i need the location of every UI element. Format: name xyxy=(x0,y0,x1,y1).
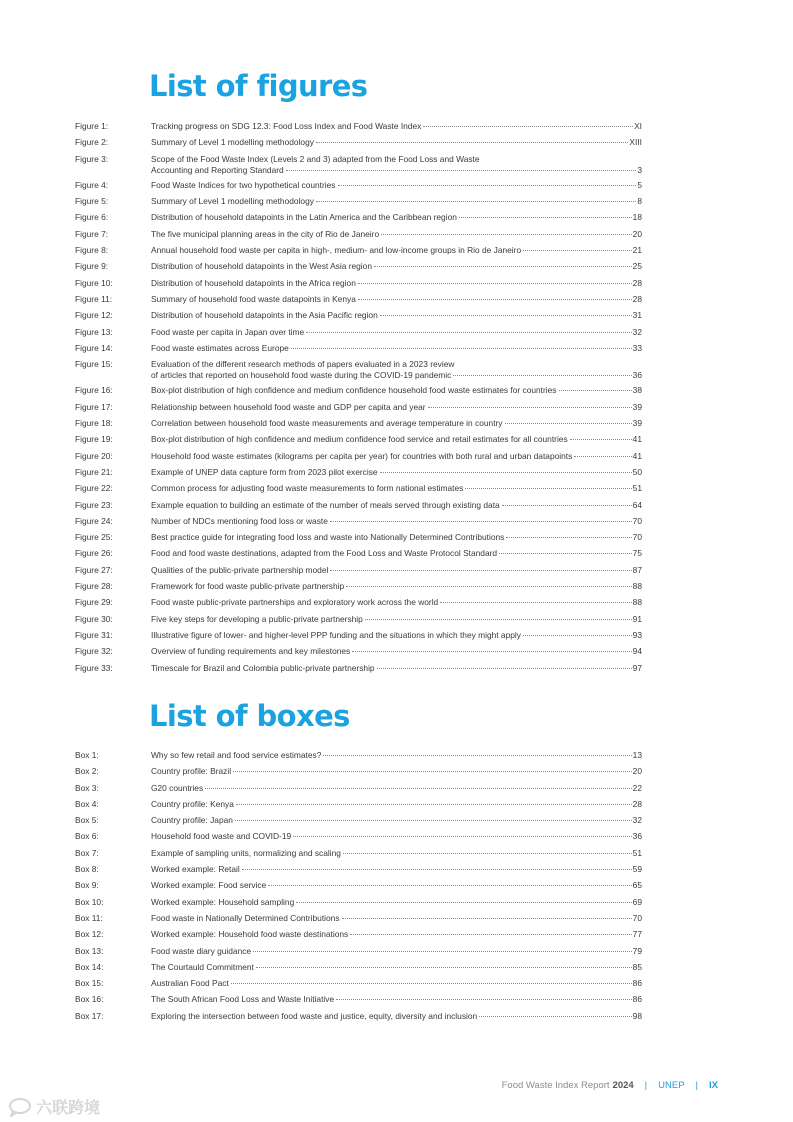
figure-page: 41 xyxy=(632,450,642,461)
figure-title: Food waste estimates across Europe xyxy=(151,342,289,353)
dot-leader xyxy=(242,869,632,870)
figure-title-cont: Accounting and Reporting Standard xyxy=(151,164,284,175)
dot-leader xyxy=(233,771,632,772)
figure-label: Figure 26: xyxy=(75,548,113,559)
dot-leader xyxy=(380,472,632,473)
dot-leader xyxy=(352,651,631,652)
figure-title-cont: of articles that reported on household food waste during the COVID-19 pandemic xyxy=(151,370,452,381)
figure-entry[interactable] xyxy=(75,310,642,321)
dot-leader xyxy=(377,668,632,669)
figure-entry[interactable] xyxy=(75,532,642,543)
dot-leader xyxy=(342,918,632,919)
figure-page: 94 xyxy=(632,646,642,657)
dot-leader xyxy=(296,902,631,903)
figure-label: Figure 32: xyxy=(75,646,113,657)
figure-page: 38 xyxy=(632,385,642,396)
box-title: Why so few retail and food service estimates? xyxy=(151,750,322,760)
figure-label: Figure 9: xyxy=(75,261,109,272)
figure-label: Figure 4: xyxy=(75,179,109,190)
dot-leader xyxy=(323,755,631,756)
figure-entry[interactable] xyxy=(75,278,642,289)
dot-leader xyxy=(343,853,632,854)
figure-entry[interactable] xyxy=(75,483,642,494)
figure-entry[interactable] xyxy=(75,597,642,608)
dot-leader xyxy=(428,407,632,408)
figure-label: Figure 16: xyxy=(75,385,113,396)
dot-leader xyxy=(506,537,631,538)
figure-title: Correlation between household food waste measurements and average temperature in country xyxy=(151,418,503,429)
figure-label: Figure 13: xyxy=(75,326,113,337)
box-page: 77 xyxy=(632,929,642,940)
box-entry[interactable] xyxy=(75,783,642,794)
dot-leader xyxy=(205,788,632,789)
dot-leader xyxy=(293,836,632,837)
box-page: 85 xyxy=(632,961,642,972)
dot-leader xyxy=(479,1016,631,1017)
figure-title: Summary of Level 1 modelling methodology xyxy=(151,137,314,148)
box-label: Box 5: xyxy=(75,815,99,826)
box-title: The South African Food Loss and Waste Initiative xyxy=(151,994,335,1005)
figure-title: Timescale for Brazil and Colombia public-private partnership xyxy=(151,662,375,673)
figure-entry[interactable] xyxy=(75,359,642,381)
figure-title: Scope of the Food Waste Index (Levels 2 and 3) adapted from the Food Loss and Waste xyxy=(151,153,480,164)
figure-page: 64 xyxy=(632,499,642,510)
dot-leader xyxy=(336,999,632,1000)
figure-page: 21 xyxy=(632,245,642,256)
dot-leader xyxy=(380,315,632,316)
box-entry[interactable] xyxy=(75,978,642,989)
box-entry[interactable] xyxy=(75,913,642,924)
figure-page: 31 xyxy=(632,310,642,321)
dot-leader xyxy=(358,283,632,284)
box-entry[interactable] xyxy=(75,880,642,891)
dot-leader xyxy=(358,299,632,300)
box-title: Food waste in Nationally Determined Contributions xyxy=(151,912,340,923)
figure-label: Figure 21: xyxy=(75,466,113,477)
dot-leader xyxy=(316,142,628,143)
figure-entry[interactable] xyxy=(75,229,642,240)
box-label: Box 7: xyxy=(75,847,99,858)
figure-page: 91 xyxy=(632,613,642,624)
figure-title: Number of NDCs mentioning food loss or waste xyxy=(151,515,328,526)
figure-label: Figure 24: xyxy=(75,515,113,526)
figure-page: 41 xyxy=(632,434,642,445)
figure-label: Figure 27: xyxy=(75,564,113,575)
figure-entry[interactable] xyxy=(75,646,642,657)
box-page: 65 xyxy=(632,880,642,891)
figure-title: Distribution of household datapoints in the West Asia region xyxy=(151,261,372,272)
figure-entry[interactable] xyxy=(75,516,642,527)
dot-leader xyxy=(286,170,637,171)
dot-leader xyxy=(291,348,632,349)
figure-label: Figure 31: xyxy=(75,629,113,640)
figure-title: Five key steps for developing a public-private partnership xyxy=(151,613,363,624)
box-title: G20 countries xyxy=(151,782,204,793)
figure-title: Illustrative figure of lower- and higher-level PPP funding and the situations in which they might apply xyxy=(151,629,521,640)
dot-leader xyxy=(236,804,632,805)
box-page: 20 xyxy=(632,766,642,777)
page-footer xyxy=(502,1080,718,1091)
figures-heading: List of figures xyxy=(149,69,368,103)
figure-page: XIII xyxy=(629,137,642,148)
figure-label: Figure 12: xyxy=(75,310,113,321)
figure-title: Distribution of household datapoints in the Asia Pacific region xyxy=(151,310,378,321)
figure-label: Figure 11: xyxy=(75,293,113,304)
footer-report-title: Food Waste Index Report xyxy=(501,1080,610,1091)
figure-entry[interactable] xyxy=(75,385,642,396)
figure-entry[interactable] xyxy=(75,467,642,478)
box-page: 28 xyxy=(632,798,642,809)
dot-leader xyxy=(499,553,632,554)
figure-entry[interactable] xyxy=(75,294,642,305)
figure-label: Figure 5: xyxy=(75,196,109,207)
figure-label: Figure 22: xyxy=(75,483,113,494)
figure-entry[interactable] xyxy=(75,261,642,272)
box-page: 86 xyxy=(632,994,642,1005)
figure-entry[interactable] xyxy=(75,196,642,207)
box-page: 36 xyxy=(632,831,642,842)
figure-page: 5 xyxy=(637,179,642,190)
figure-title: Summary of household food waste datapoints in Kenya xyxy=(151,293,356,304)
figure-title: Example of UNEP data capture form from 2023 pilot exercise xyxy=(151,466,378,477)
figure-page: 39 xyxy=(632,418,642,429)
dot-leader xyxy=(505,423,632,424)
box-label: Box 14: xyxy=(75,961,104,972)
figure-label: Figure 25: xyxy=(75,532,113,543)
figure-page: 20 xyxy=(632,228,642,239)
figure-page: 36 xyxy=(632,370,642,381)
box-page: 32 xyxy=(632,815,642,826)
figure-label: Figure 3: xyxy=(75,153,109,164)
figure-page: 33 xyxy=(632,342,642,353)
figure-title: Tracking progress on SDG 12.3: Food Loss Index and Food Waste Index xyxy=(151,121,422,131)
figure-page: 28 xyxy=(632,293,642,304)
figure-entry[interactable] xyxy=(75,434,642,445)
footer-year: 2024 xyxy=(612,1080,634,1091)
figure-page: 50 xyxy=(632,466,642,477)
box-page: 70 xyxy=(632,912,642,923)
dot-leader xyxy=(316,201,636,202)
figure-label: Figure 28: xyxy=(75,581,113,592)
figure-title: Box-plot distribution of high confidence and medium confidence household food waste estimates for countries xyxy=(151,385,557,396)
dot-leader xyxy=(330,570,631,571)
box-entry[interactable] xyxy=(75,766,642,777)
figure-entry[interactable] xyxy=(75,548,642,559)
figure-label: Figure 2: xyxy=(75,137,109,148)
box-page: 98 xyxy=(632,1010,642,1021)
box-label: Box 10: xyxy=(75,896,104,907)
dot-leader xyxy=(574,456,631,457)
figure-label: Figure 7: xyxy=(75,228,109,239)
figure-page: 93 xyxy=(632,629,642,640)
dot-leader xyxy=(523,250,632,251)
box-label: Box 6: xyxy=(75,831,99,842)
dot-leader xyxy=(381,234,632,235)
figure-label: Figure 20: xyxy=(75,450,113,461)
figure-title: Food Waste Indices for two hypothetical countries xyxy=(151,179,336,190)
dot-leader xyxy=(502,505,632,506)
figure-label: Figure 29: xyxy=(75,597,113,608)
box-entry[interactable] xyxy=(75,864,642,875)
boxes-heading: List of boxes xyxy=(149,699,350,733)
box-page: 13 xyxy=(632,750,642,760)
box-label: Box 16: xyxy=(75,994,104,1005)
box-page: 69 xyxy=(632,896,642,907)
figure-page: 28 xyxy=(632,277,642,288)
figure-entry[interactable] xyxy=(75,418,642,429)
figure-title: Overview of funding requirements and key milestones xyxy=(151,646,351,657)
figure-title: Relationship between household food waste and GDP per capita and year xyxy=(151,401,426,412)
figure-entry[interactable] xyxy=(75,121,642,132)
figure-title: Annual household food waste per capita in high-, medium- and low-income groups in Rio de Janeiro xyxy=(151,245,522,256)
figure-entry[interactable] xyxy=(75,500,642,511)
figure-label: Figure 17: xyxy=(75,401,113,412)
figure-title: Qualities of the public-private partnership model xyxy=(151,564,329,575)
figure-label: Figure 33: xyxy=(75,662,113,673)
figure-entry[interactable] xyxy=(75,402,642,413)
figure-label: Figure 8: xyxy=(75,245,109,256)
dot-leader xyxy=(346,586,631,587)
dot-leader xyxy=(235,820,632,821)
box-label: Box 11: xyxy=(75,912,103,923)
box-page: 51 xyxy=(632,847,642,858)
dot-leader xyxy=(453,375,631,376)
figure-entry[interactable] xyxy=(75,343,642,354)
figure-page: 88 xyxy=(632,597,642,608)
box-entry[interactable] xyxy=(75,946,642,957)
dot-leader xyxy=(350,934,631,935)
figure-page: 70 xyxy=(632,532,642,543)
boxes-list xyxy=(75,750,642,1027)
figure-title: Framework for food waste public-private partnership xyxy=(151,581,345,592)
box-title: Country profile: Kenya xyxy=(151,798,234,809)
box-label: Box 8: xyxy=(75,864,99,875)
box-entry[interactable] xyxy=(75,750,642,761)
box-title: Country profile: Japan xyxy=(151,815,233,826)
box-entry[interactable] xyxy=(75,831,642,842)
figure-title: Box-plot distribution of high confidence and medium confidence food service and retail estimates for all countries xyxy=(151,434,568,445)
figure-entry[interactable] xyxy=(75,245,642,256)
figure-page: 8 xyxy=(637,196,642,207)
figure-title: Common process for adjusting food waste measurements to form national estimates xyxy=(151,483,464,494)
box-entry[interactable] xyxy=(75,897,642,908)
figure-page: 97 xyxy=(632,662,642,673)
figure-entry[interactable] xyxy=(75,614,642,625)
figure-entry[interactable] xyxy=(75,154,642,176)
box-label: Box 1: xyxy=(75,750,99,760)
watermark-text: 六联跨境 xyxy=(36,1100,101,1117)
dot-leader xyxy=(440,602,631,603)
figures-list xyxy=(75,121,642,679)
box-label: Box 15: xyxy=(75,978,104,989)
box-title: Worked example: Retail xyxy=(151,864,240,875)
figure-entry[interactable] xyxy=(75,565,642,576)
figure-label: Figure 10: xyxy=(75,277,113,288)
dot-leader xyxy=(523,635,632,636)
figure-page: 18 xyxy=(632,212,642,223)
figure-title: Example equation to building an estimate of the number of meals served through existing data xyxy=(151,499,500,510)
box-title: Food waste diary guidance xyxy=(151,945,252,956)
box-title: The Courtauld Commitment xyxy=(151,961,254,972)
box-page: 22 xyxy=(632,782,642,793)
figure-entry[interactable] xyxy=(75,327,642,338)
box-title: Country profile: Brazil xyxy=(151,766,232,777)
dot-leader xyxy=(559,390,632,391)
figure-page: 70 xyxy=(632,515,642,526)
box-entry[interactable] xyxy=(75,799,642,810)
box-label: Box 3: xyxy=(75,782,99,793)
figure-label: Figure 1: xyxy=(75,121,109,131)
box-title: Worked example: Household sampling xyxy=(151,896,295,907)
dot-leader xyxy=(570,439,632,440)
figure-entry[interactable] xyxy=(75,663,642,674)
figure-page: 88 xyxy=(632,581,642,592)
figure-page: 75 xyxy=(632,548,642,559)
figure-label: Figure 30: xyxy=(75,613,113,624)
box-title: Worked example: Food service xyxy=(151,880,267,891)
box-entry[interactable] xyxy=(75,1011,642,1022)
figure-label: Figure 14: xyxy=(75,342,113,353)
figure-page: 25 xyxy=(632,261,642,272)
figure-label: Figure 15: xyxy=(75,359,113,370)
dot-leader xyxy=(465,488,631,489)
dot-leader xyxy=(365,619,632,620)
box-label: Box 4: xyxy=(75,798,99,809)
footer-separator: | xyxy=(695,1080,699,1091)
box-entry[interactable] xyxy=(75,848,642,859)
figure-entry[interactable] xyxy=(75,581,642,592)
box-title: Household food waste and COVID-19 xyxy=(151,831,292,842)
figure-title: Evaluation of the different research methods of papers evaluated in a 2023 review xyxy=(151,359,455,370)
figure-entry[interactable] xyxy=(75,180,642,191)
figure-entry[interactable] xyxy=(75,137,642,148)
dot-leader xyxy=(231,983,632,984)
box-title: Australian Food Pact xyxy=(151,978,229,989)
figure-page: 51 xyxy=(632,483,642,494)
box-label: Box 12: xyxy=(75,929,104,940)
figure-page: 87 xyxy=(632,564,642,575)
figure-entry[interactable] xyxy=(75,630,642,641)
box-entry[interactable] xyxy=(75,994,642,1005)
dot-leader xyxy=(338,185,637,186)
box-page: 59 xyxy=(632,864,642,875)
box-label: Box 13: xyxy=(75,945,104,956)
dot-leader xyxy=(253,951,632,952)
figure-title: The five municipal planning areas in the city of Rio de Janeiro xyxy=(151,228,380,239)
figure-page: 32 xyxy=(632,326,642,337)
box-title: Worked example: Household food waste destinations xyxy=(151,929,349,940)
box-entry[interactable] xyxy=(75,929,642,940)
dot-leader xyxy=(268,885,631,886)
figure-page: 39 xyxy=(632,401,642,412)
box-label: Box 9: xyxy=(75,880,99,891)
box-entry[interactable] xyxy=(75,962,642,973)
figure-title: Food waste per capita in Japan over time xyxy=(151,326,305,337)
box-title: Example of sampling units, normalizing and scaling xyxy=(151,847,341,858)
footer-separator: | xyxy=(644,1080,648,1091)
dot-leader xyxy=(374,266,632,267)
dot-leader xyxy=(306,332,632,333)
figure-label: Figure 6: xyxy=(75,212,109,223)
box-entry[interactable] xyxy=(75,815,642,826)
box-page: 86 xyxy=(632,978,642,989)
figure-title: Distribution of household datapoints in the Latin America and the Caribbean region xyxy=(151,212,457,223)
box-label: Box 17: xyxy=(75,1010,104,1021)
dot-leader xyxy=(423,126,633,127)
footer-page-number: IX xyxy=(709,1080,718,1091)
dot-leader xyxy=(459,217,632,218)
figure-title: Summary of Level 1 modelling methodology xyxy=(151,196,314,207)
chat-bubble-icon xyxy=(8,1097,32,1117)
figure-label: Figure 19: xyxy=(75,434,113,445)
dot-leader xyxy=(330,521,632,522)
dot-leader xyxy=(256,967,632,968)
figure-title: Household food waste estimates (kilograms per capita per year) for countries with both rural and urban datapoints xyxy=(151,450,573,461)
figure-page: 3 xyxy=(637,164,642,175)
figure-title: Food waste public-private partnerships and exploratory work across the world xyxy=(151,597,439,608)
figure-label: Figure 23: xyxy=(75,499,113,510)
figure-title: Food and food waste destinations, adapted from the Food Loss and Waste Protocol Standard xyxy=(151,548,498,559)
figure-title: Distribution of household datapoints in the Africa region xyxy=(151,277,356,288)
watermark xyxy=(8,1095,100,1118)
figure-entry[interactable] xyxy=(75,212,642,223)
figure-label: Figure 18: xyxy=(75,418,113,429)
figure-title: Best practice guide for integrating food loss and waste into Nationally Determined Contributions xyxy=(151,532,505,543)
footer-org: UNEP xyxy=(658,1080,685,1091)
box-title: Exploring the intersection between food waste and justice, equity, diversity and inclusion xyxy=(151,1010,478,1021)
figure-entry[interactable] xyxy=(75,451,642,462)
box-page: 79 xyxy=(632,945,642,956)
figure-page: XI xyxy=(634,121,642,131)
box-label: Box 2: xyxy=(75,766,99,777)
